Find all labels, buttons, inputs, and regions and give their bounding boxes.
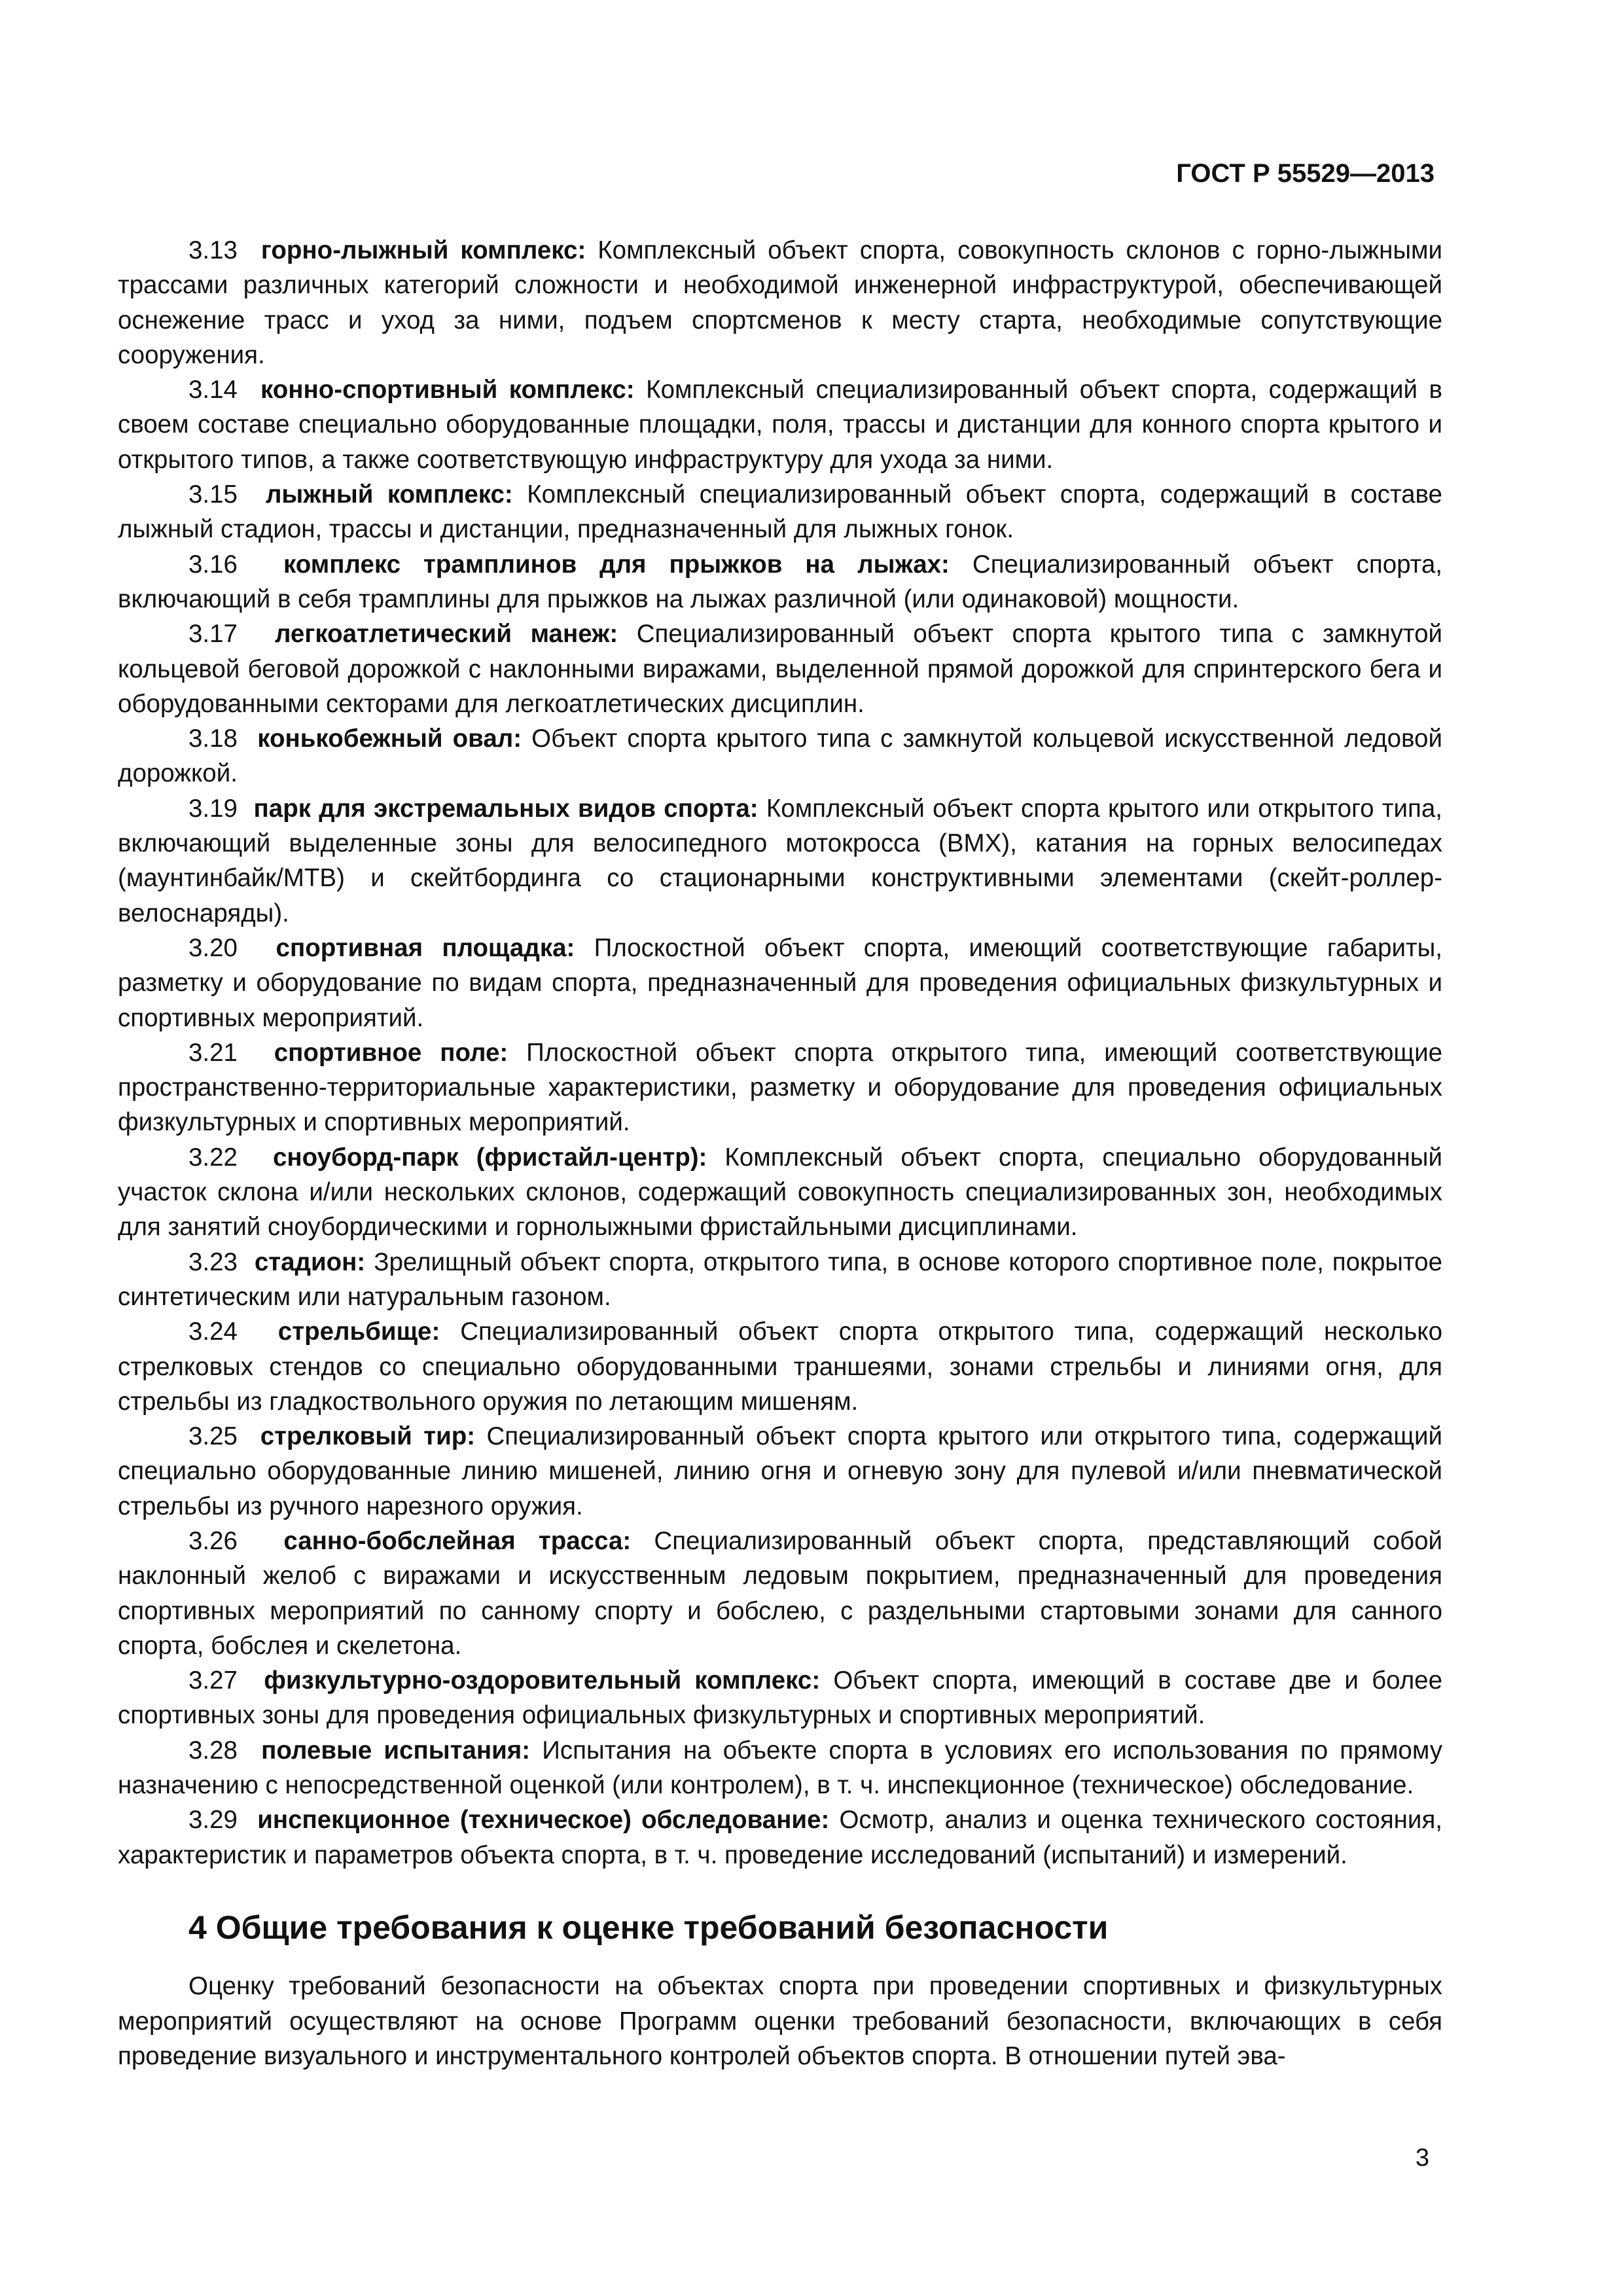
term-3-23: 3.23 стадион: Зрелищный объект спорта, открытого типа, в основе которого спортивное поле, покрытое синтетическим или натуральным газоном.: [118, 1247, 1442, 1311]
term-3-19: 3.19 парк для экстремальных видов спорта: Комплексный объект спорта крытого или открытого типа, включающий выделенные зоны для велосипедного мотокросса (BMX), катания на горных велосипедах (маунтинбайк/MTB) и скейтбординга со стационарными конструктивными элементами (скейт-роллер-велоснаряды).: [118, 794, 1442, 927]
section-4-paragraph: Оценку требований безопасности на объектах спорта при проведении спортивных и физкультурных мероприятий осуществляют на основе Программ оценки требований безопасности, включающих в себя проведение визуального и инструментального контролей объектов спорта. В отношении путей эва-: [118, 1972, 1442, 2070]
term-3-21: 3.21 спортивное поле: Плоскостной объект спорта открытого типа, имеющий соответствующие пространственно-территориальные характеристики, разметку и оборудование для проведения официальных физкультурных и спортивных мероприятий.: [118, 1038, 1442, 1137]
term-3-24: 3.24 стрельбище: Специализированный объект спорта открытого типа, содержащий несколько стрелковых стендов со специально оборудованными траншеями, зонами стрельбы и линиями огня, для стрельбы из гладкоствольного оружия по летающим мишеням.: [118, 1318, 1442, 1416]
term-3-22: 3.22 сноуборд-парк (фристайл-центр): Комплексный объект спорта, специально оборудованный участок склона и/или нескольких склонов, содержащий совокупность специализированных зон, необходимых для занятий сноубордическими и горнолыжными фристайльными дисциплинами.: [118, 1143, 1442, 1242]
term-3-16: 3.16 комплекс трамплинов для прыжков на лыжах: Специализированный объект спорта, включающий в себя трамплины для прыжков на лыжах различной (или одинаковой) мощности.: [118, 550, 1442, 613]
term-3-20: 3.20 спортивная площадка: Плоскостной объект спорта, имеющий соответствующие габариты, разметку и оборудование по видам спорта, предназначенный для проведения официальных физкультурных и спортивных мероприятий.: [118, 933, 1442, 1032]
document-body: [118, 233, 1442, 2073]
term-3-17: 3.17 легкоатлетический манеж: Специализированный объект спорта крытого типа с замкнутой кольцевой беговой дорожкой с наклонными виражами, выделенной прямой дорожкой для спринтерского бега и оборудованными секторами для легкоатлетических дисциплин.: [118, 620, 1442, 718]
document-code: ГОСТ Р 55529—2013: [1176, 159, 1435, 188]
term-3-15: 3.15 лыжный комплекс: Комплексный специализированный объект спорта, содержащий в составе лыжный стадион, трассы и дистанции, предназначенный для лыжных гонок.: [118, 480, 1442, 544]
term-3-26: 3.26 санно-бобслейная трасса: Специализированный объект спорта, представляющий собой наклонный желоб с виражами и искусственным ледовым покрытием, предназначенный для проведения спортивных мероприятий по санному спорту и бобслею, с раздельными стартовыми зонами для санного спорта, бобслея и скелетона.: [118, 1526, 1442, 1660]
term-3-27: 3.27 физкультурно-оздоровительный комплекс: Объект спорта, имеющий в составе две и более спортивных зоны для проведения официальных физкультурных и спортивных мероприятий.: [118, 1666, 1442, 1730]
term-3-18: 3.18 конькобежный овал: Объект спорта крытого типа с замкнутой кольцевой искусственной ледовой дорожкой.: [118, 725, 1442, 788]
page-number: 3: [1415, 2144, 1429, 2172]
term-3-28: 3.28 полевые испытания: Испытания на объекте спорта в условиях его использования по прямому назначению с непосредственной оценкой (или контролем), в т. ч. инспекционное (техническое) обследование.: [118, 1736, 1442, 1800]
term-3-29: 3.29 инспекционное (техническое) обследование: Осмотр, анализ и оценка технического состояния, характеристик и параметров объекта спорта, в т. ч. проведение исследований (испытаний) и измерений.: [118, 1806, 1442, 1869]
term-3-13: 3.13 горно-лыжный комплекс: Комплексный объект спорта, совокупность склонов с горно-лыжными трассами различных категорий сложности и необходимой инженерной инфраструктурой, обеспечивающей оснежение трасс и уход за ними, подъем спортсменов к месту старта, необходимые сопутствующие сооружения.: [118, 236, 1442, 369]
term-3-25: 3.25 стрелковый тир: Специализированный объект спорта крытого или открытого типа, содержащий специально оборудованные линию мишеней, линию огня и огневую зону для пулевой и/или пневматической стрельбы из ручного нарезного оружия.: [118, 1422, 1442, 1520]
section-4-heading: 4 Общие требования к оценке требований безопасности: [188, 1909, 1109, 1946]
term-3-14: 3.14 конно-спортивный комплекс: Комплексный специализированный объект спорта, содержащий в своем составе специально оборудованные площадки, поля, трассы и дистанции для конного спорта крытого и открытого типов, а также соответствующую инфраструктуру для ухода за ними.: [118, 376, 1443, 474]
